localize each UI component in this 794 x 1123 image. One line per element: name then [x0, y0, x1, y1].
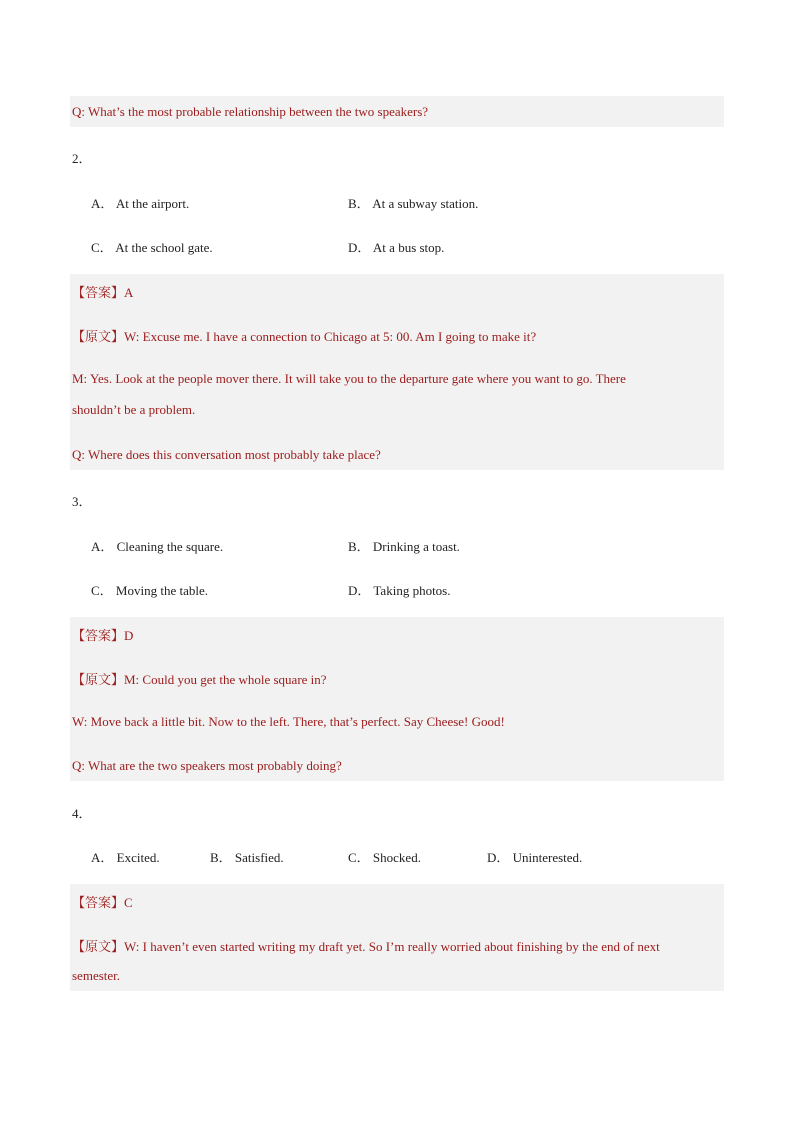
q3-option-a: A． Cleaning the square. [91, 539, 224, 554]
q2-number: 2． [72, 151, 92, 166]
q3-number: 3． [72, 494, 92, 509]
q4-script-line-2: semester. [72, 968, 121, 983]
q2-option-a: A． At the airport. [91, 196, 190, 211]
q1-question-line: Q: What’s the most probable relationship between the two speakers? [72, 104, 429, 119]
q3-answer: 【答案】D [72, 628, 134, 643]
q2-option-b: B． At a subway station. [348, 196, 479, 211]
q3-script-line-1: 【原文】M: Could you get the whole square in? [72, 672, 327, 687]
q4-script-line-1: 【原文】W: I haven’t even started writing my draft yet. So I’m really worried about finishing by the end of next [72, 939, 660, 954]
q3-answer-block [70, 617, 724, 781]
q4-number: 4． [72, 806, 92, 821]
q3-option-d: D． Taking photos. [348, 583, 451, 598]
q4-option-d: D． Uninterested. [487, 850, 583, 865]
q4-answer: 【答案】C [72, 895, 133, 910]
q4-option-a: A． Excited. [91, 850, 160, 865]
q2-script-line-2: M: Yes. Look at the people mover there. It will take you to the departure gate where you want to go. There [72, 371, 626, 386]
q3-option-c: C． Moving the table. [91, 583, 208, 598]
q3-question-line: Q: What are the two speakers most probably doing? [72, 758, 342, 773]
q3-script-line-2: W: Move back a little bit. Now to the left. There, that’s perfect. Say Cheese! Good! [72, 714, 505, 729]
q2-answer: 【答案】A [72, 285, 134, 300]
q2-script-line-3: shouldn’t be a problem. [72, 402, 196, 417]
q2-script-line-1: 【原文】W: Excuse me. I have a connection to Chicago at 5: 00. Am I going to make it? [72, 329, 537, 344]
q2-option-c: C． At the school gate. [91, 240, 213, 255]
q4-option-b: B． Satisfied. [210, 850, 284, 865]
q3-option-b: B． Drinking a toast. [348, 539, 460, 554]
q2-option-d: D． At a bus stop. [348, 240, 445, 255]
q4-option-c: C． Shocked. [348, 850, 421, 865]
q2-question-line: Q: Where does this conversation most probably take place? [72, 447, 381, 462]
